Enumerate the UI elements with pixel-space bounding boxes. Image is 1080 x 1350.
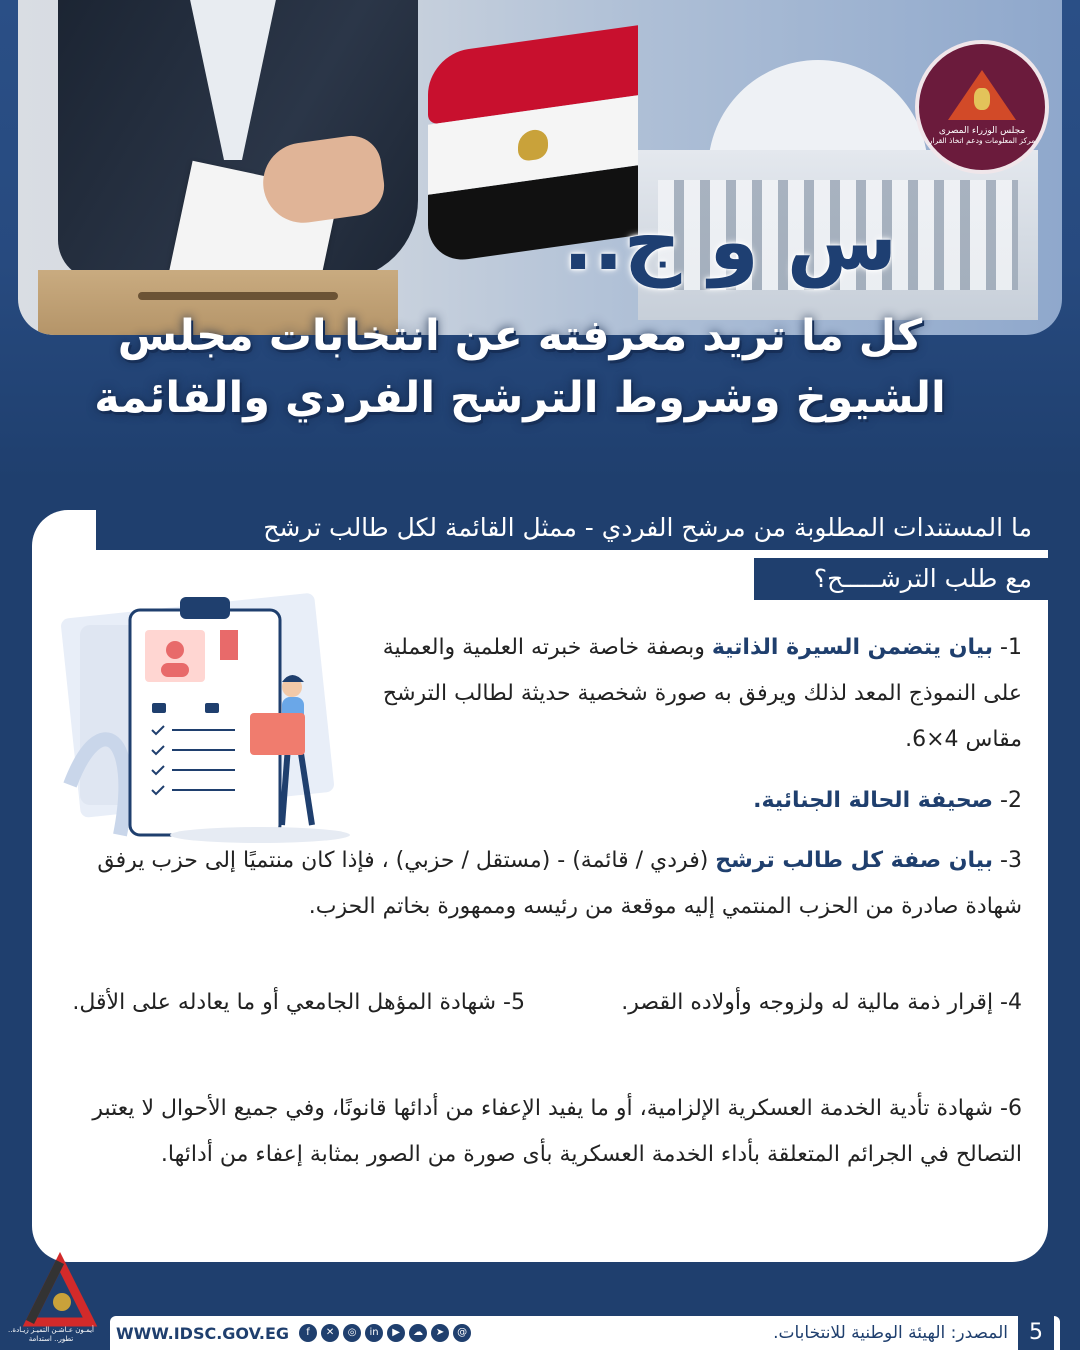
bookmark-icon <box>220 630 238 660</box>
page-title <box>60 305 980 429</box>
folder-icon <box>250 713 305 755</box>
page-number: 5 <box>1018 1316 1054 1350</box>
item-1-text: وبصفة خاصة خبرته العلمية والعملية على النموذج المعد لذلك ويرفق به صورة شخصية حديثة لطالب الترشح مقاس 4×6. <box>382 635 1022 752</box>
clipboard-illustration <box>60 585 350 845</box>
item-1-bold: بيان يتضمن السيرة الذاتية <box>711 635 994 660</box>
triangle-logo-icon <box>948 70 1016 120</box>
source-text: المصدر: الهيئة الوطنية للانتخابات. <box>773 1323 1008 1343</box>
hero-banner <box>0 0 1080 480</box>
logo-line-1: مجلس الوزراء المصرى <box>938 125 1026 136</box>
item-2-bold: صحيفة الحالة الجنائية. <box>753 788 994 813</box>
item-2 <box>362 778 1022 824</box>
linkedin-icon[interactable]: in <box>365 1324 383 1342</box>
logo-line-2: مركز المعلومات ودعم اتخاذ القرار <box>928 135 1036 145</box>
soundcloud-icon[interactable]: ☁ <box>409 1324 427 1342</box>
headline-line-1: كل ما تريد معرفته عن انتخابات مجلس <box>117 311 923 361</box>
facebook-icon[interactable]: f <box>299 1324 317 1342</box>
profile-head-icon <box>166 641 184 659</box>
item-6: 6- شهادة تأدية الخدمة العسكرية الإلزامية، أو ما يفيد الإعفاء من أدائها قانونًا، وفي جميع الأحوال لا يعتبر التصالح في الجرائم المتعلقة بأداء الخدمة العسكرية بأى صورة من الصور بمثابة إعفاء من أدائها. <box>92 1096 1022 1167</box>
threads-icon[interactable]: @ <box>453 1324 471 1342</box>
social-links <box>116 1324 471 1343</box>
item-5: 5- شهادة المؤهل الجامعي أو ما يعادله على الأقل. <box>72 990 525 1015</box>
youtube-icon[interactable]: ▶ <box>387 1324 405 1342</box>
question-line-1: ما المستندات المطلوبة من مرشح الفردي - ممثل القائمة لكل طالب ترشح <box>96 506 1048 550</box>
eagle-emblem-icon <box>518 128 548 162</box>
item-1 <box>362 625 1022 763</box>
ballot-slot <box>138 292 338 300</box>
headline-line-2: الشيوخ وشروط الترشح الفردي والقائمة <box>94 373 946 423</box>
footer-bar <box>110 1316 1060 1350</box>
telegram-icon[interactable]: ➤ <box>431 1324 449 1342</box>
item-3-bold: بيان صفة كل طالب ترشح <box>715 848 994 873</box>
tamayoz-badge-text: أيمـون عـاشـن التميـز زيـادة.. تطور.. استدامة <box>7 1326 95 1343</box>
item-2-number: 2- <box>1000 788 1022 813</box>
item-3 <box>52 838 1022 930</box>
x-icon[interactable]: ✕ <box>321 1324 339 1342</box>
question-line-2: مع طلب الترشـــــح؟ <box>754 558 1048 600</box>
instagram-icon[interactable]: ◎ <box>343 1324 361 1342</box>
item-3-number: 3- <box>1000 848 1022 873</box>
profile-body-icon <box>161 663 189 677</box>
clipboard-clip-icon <box>180 597 230 619</box>
item-3-text: (فردي / قائمة) - (مستقل / حزبي) ، فإذا كان منتميًا إلى حزب يرفق شهادة صادرة من الحزب المنتمي إليه موقعة من رئيسه وممهورة بخاتم الحزب. <box>97 848 1022 919</box>
website-link[interactable]: WWW.IDSC.GOV.EG <box>116 1323 290 1343</box>
qa-title: س و ج.. <box>562 195 898 288</box>
item-1-number: 1- <box>1000 635 1022 660</box>
item-4: 4- إقرار ذمة مالية له ولزوجه وأولاده القصر. <box>621 990 1022 1015</box>
idsc-logo <box>915 40 1049 174</box>
